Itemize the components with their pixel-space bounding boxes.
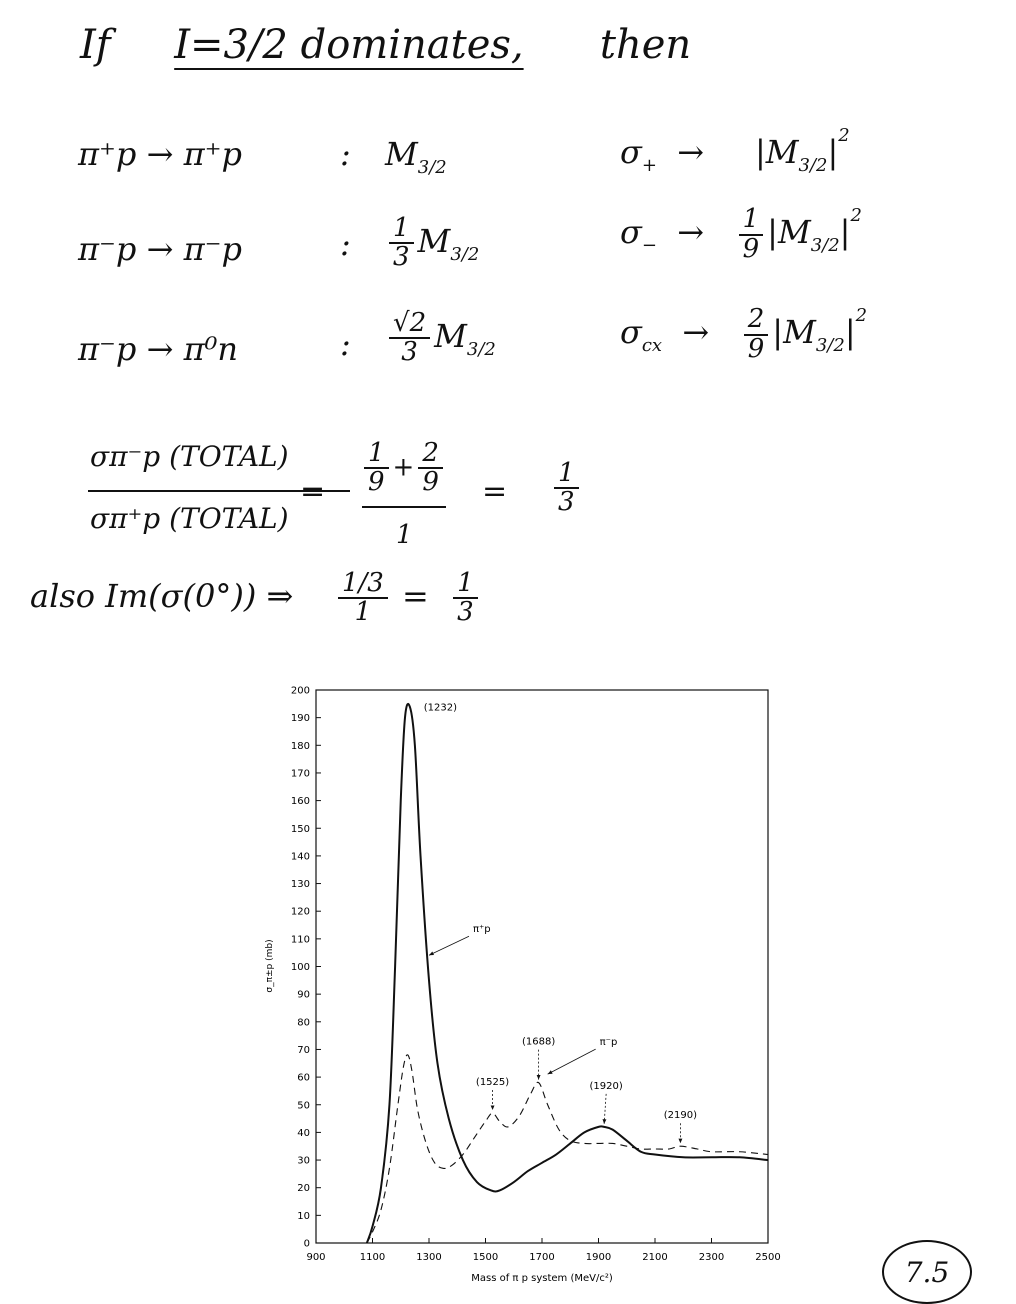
- y-tick-label: 140: [290, 851, 310, 863]
- cross-section-1: $\sigma_+$ → $|M_{3/2}|^2$: [620, 125, 850, 176]
- x-axis-label: Mass of π p system (MeV/c²): [471, 1273, 613, 1284]
- annotation-arrowhead: [491, 1105, 495, 1110]
- y-tick-label: 160: [290, 796, 310, 808]
- title-then: then: [599, 22, 692, 68]
- cross-section-2-coef: $\frac{1}{9}$: [739, 206, 764, 263]
- reaction-2: π⁻p → π⁻p: [78, 230, 242, 268]
- y-tick-label: 120: [290, 906, 310, 918]
- reaction-1: π⁺p → π⁺p: [78, 135, 242, 173]
- annotation-label: (1525): [475, 1077, 510, 1089]
- ratio-denominator: σπ⁺p (TOTAL): [90, 502, 289, 535]
- reaction-3: π⁻p → π⁰n: [78, 330, 239, 368]
- x-tick-label: 1900: [585, 1252, 612, 1263]
- x-tick-label: 1700: [529, 1252, 555, 1263]
- also-line: also Im(σ(0°)) ⇒ $\frac{1/3}{1}$ = $\frac{1}{3}$: [30, 570, 482, 627]
- y-tick-label: 130: [290, 879, 310, 891]
- cross-section-2: $\sigma_-$ → $\frac{1}{9}$ $|M_{3/2}|^2$: [620, 204, 862, 264]
- x-tick-label: 1300: [416, 1252, 442, 1263]
- series-lines: [367, 704, 768, 1243]
- y-tick-label: 0: [303, 1238, 310, 1250]
- y-tick-label: 30: [297, 1155, 310, 1167]
- annotation-arrowhead: [678, 1139, 682, 1144]
- y-tick-label: 80: [297, 1017, 310, 1029]
- also-fraction: $\frac{1/3}{1}$: [338, 570, 388, 627]
- annotations: [424, 703, 697, 1144]
- ratio-equals-2: =: [482, 474, 508, 509]
- ratio-equals-1: =: [300, 474, 326, 509]
- ratio-sum-denominator: 1: [396, 520, 413, 550]
- amplitude-3: $\frac{√2}{3}$ $M_{3/2}$: [385, 310, 496, 367]
- series-line-1: [367, 704, 768, 1243]
- annotation-label: π⁺p: [473, 924, 491, 936]
- page-number-badge: 7.5: [882, 1240, 972, 1304]
- x-tick-label: 1100: [359, 1252, 386, 1263]
- amplitude-2-coef: $\frac{1}{3}$: [389, 215, 414, 272]
- y-tick-label: 60: [297, 1072, 310, 1084]
- y-axis-label: σ_π±p (mb): [265, 939, 275, 993]
- annotation-label: (1232): [423, 702, 458, 714]
- y-tick-label: 110: [290, 934, 310, 946]
- annotation-label: (1688): [521, 1036, 556, 1048]
- annotation-label: (2190): [663, 1110, 698, 1122]
- axis-ticks: [291, 686, 781, 1264]
- annotation-arrow: [548, 1049, 596, 1074]
- y-tick-label: 190: [290, 713, 310, 725]
- amplitude-1: $M_{3/2}$: [385, 135, 447, 178]
- y-tick-label: 50: [297, 1100, 310, 1112]
- title-condition: I=3/2 dominates,: [174, 22, 524, 68]
- y-tick-label: 20: [297, 1183, 310, 1195]
- y-tick-label: 150: [290, 823, 310, 835]
- ratio-sum: $\frac{1}{9}$ + $\frac{2}{9}$: [360, 440, 447, 497]
- title-if: If: [80, 22, 111, 68]
- y-tick-label: 90: [297, 989, 310, 1001]
- annotation-arrow: [429, 936, 469, 955]
- annotation-arrowhead: [537, 1075, 541, 1080]
- also-result: $\frac{1}{3}$: [453, 570, 478, 627]
- annotation-arrowhead: [603, 1119, 607, 1124]
- amplitude-3-coef: $\frac{√2}{3}$: [389, 310, 430, 367]
- x-tick-label: 2300: [698, 1252, 725, 1263]
- series-line-2: [367, 1055, 768, 1243]
- ratio-numerator: σπ⁻p (TOTAL): [90, 440, 289, 473]
- ratio-result: $\frac{1}{3}$: [554, 460, 579, 517]
- x-tick-label: 2100: [642, 1252, 668, 1263]
- y-tick-label: 40: [297, 1127, 310, 1139]
- annotation-label: (1920): [589, 1080, 623, 1092]
- y-tick-label: 180: [290, 740, 310, 752]
- x-tick-label: 1500: [472, 1252, 499, 1263]
- colon-2: :: [340, 225, 351, 263]
- x-tick-label: 2500: [755, 1252, 781, 1263]
- amplitude-2: $\frac{1}{3}$ $M_{3/2}$: [385, 215, 479, 272]
- y-tick-label: 10: [297, 1210, 310, 1222]
- colon-3: :: [340, 325, 351, 363]
- y-tick-label: 200: [290, 685, 310, 697]
- cross-section-3: $\sigma_{cx}$ → $\frac{2}{9}$ $|M_{3/2}|^2$: [620, 304, 868, 364]
- x-tick-label: 900: [306, 1252, 326, 1263]
- cross-section-3-coef: $\frac{2}{9}$: [744, 306, 769, 363]
- colon-1: :: [340, 135, 351, 173]
- annotation-label: π⁻p: [599, 1037, 618, 1049]
- y-tick-label: 70: [297, 1044, 310, 1056]
- y-tick-label: 100: [290, 962, 310, 973]
- y-tick-label: 170: [290, 768, 310, 780]
